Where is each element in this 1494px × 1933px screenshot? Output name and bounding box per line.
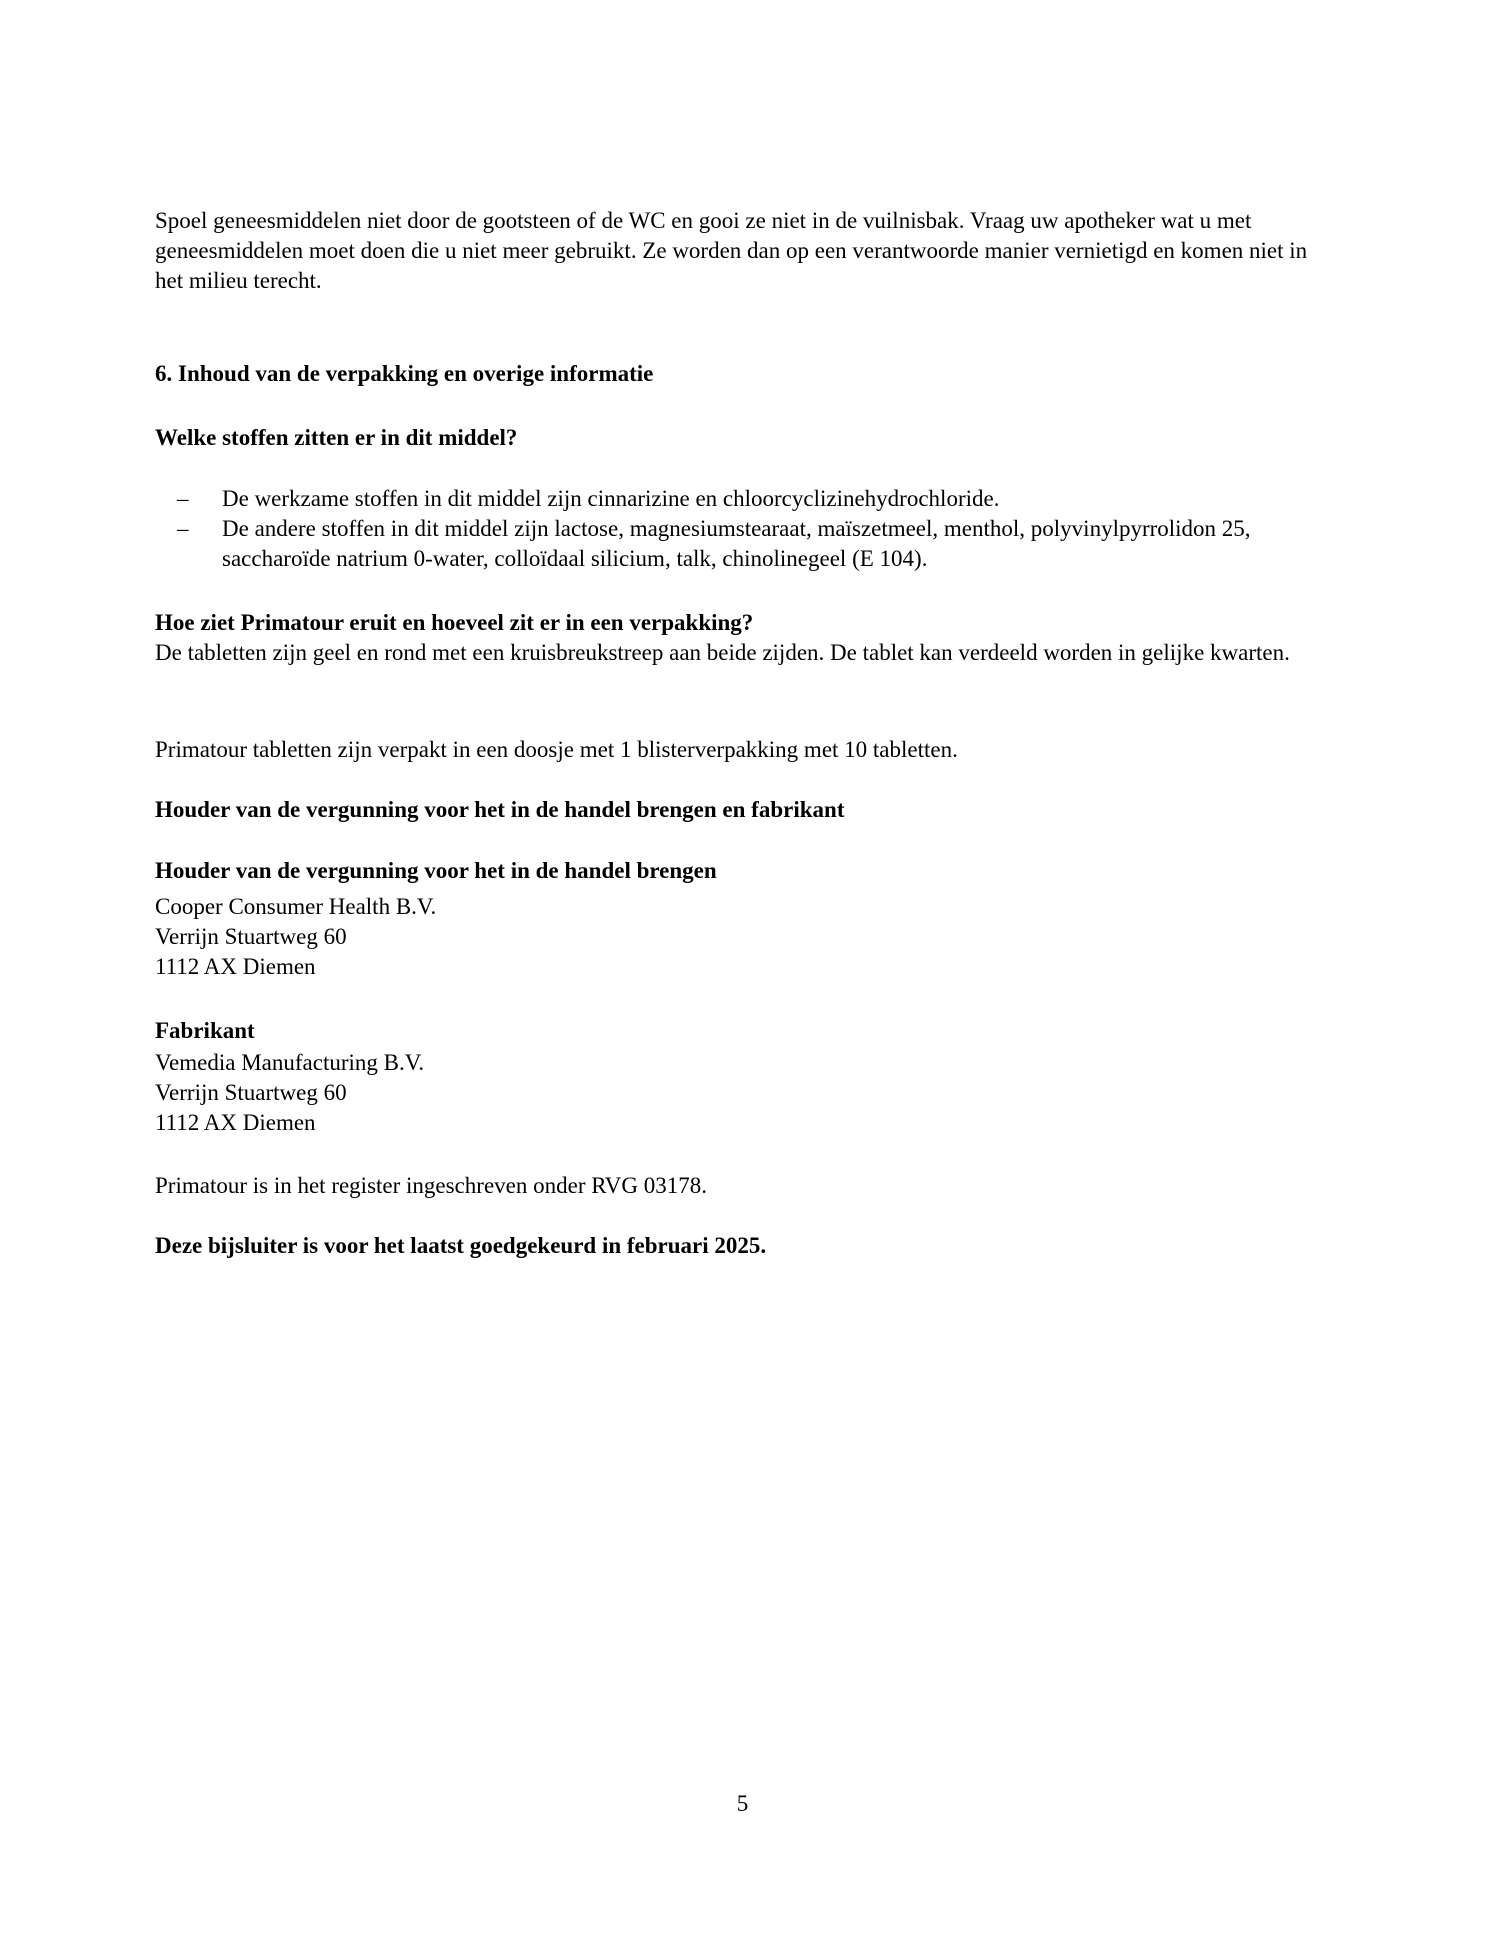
bullet-dash: – — [177, 516, 189, 541]
ingredients-list — [155, 484, 1330, 574]
address-line-city: 1112 AX Diemen — [155, 1110, 316, 1135]
address-line-company: Vemedia Manufacturing B.V. — [155, 1050, 425, 1075]
bullet-dash: – — [177, 486, 189, 511]
license-holder-address — [155, 892, 1330, 982]
paragraph-appearance: De tabletten zijn geel en rond met een kruisbreukstreep aan beide zijden. De tablet kan verdeeld worden in gelijke kwarten. — [155, 640, 1290, 665]
appearance-question-heading: Hoe ziet Primatour eruit en hoeveel zit er in een verpakking? — [155, 610, 754, 635]
ingredients-question-heading: Welke stoffen zitten er in dit middel? — [155, 425, 518, 450]
address-line-street: Verrijn Stuartweg 60 — [155, 1080, 347, 1105]
section-6-heading: 6. Inhoud van de verpakking en overige informatie — [155, 361, 654, 386]
license-holder-and-manufacturer-heading: Houder van de vergunning voor het in de handel brengen en fabrikant — [155, 797, 845, 822]
license-holder-heading: Houder van de vergunning voor het in de handel brengen — [155, 858, 717, 883]
address-line-street: Verrijn Stuartweg 60 — [155, 924, 347, 949]
ingredient-active-text: De werkzame stoffen in dit middel zijn cinnarizine en chloorcyclizinehydrochloride. — [222, 486, 1000, 511]
manufacturer-address — [155, 1048, 1330, 1138]
paragraph-disposal: Spoel geneesmiddelen niet door de gootsteen of de WC en gooi ze niet in de vuilnisbak. Vraag uw apotheker wat u met geneesmiddelen moet doen die u niet meer gebruikt. Ze worden dan op een verantwoorde manier vernietigd en komen niet in het milieu terecht. — [155, 208, 1308, 293]
list-item — [155, 514, 1330, 574]
ingredient-other-text: De andere stoffen in dit middel zijn lactose, magnesiumstearaat, maïszetmeel, menthol, polyvinylpyrrolidon 25, saccharoïde natrium 0-water, colloïdaal silicium, talk, chinolinegeel (E 104). — [222, 516, 1263, 571]
paragraph-packaging: Primatour tabletten zijn verpakt in een doosje met 1 blisterverpakking met 10 tabletten. — [155, 737, 958, 762]
address-line-city: 1112 AX Diemen — [155, 954, 316, 979]
approval-statement: Deze bijsluiter is voor het laatst goedgekeurd in februari 2025. — [155, 1233, 767, 1258]
page-number: 5 — [736, 1791, 749, 1816]
paragraph-registration: Primatour is in het register ingeschreven onder RVG 03178. — [155, 1173, 707, 1198]
manufacturer-heading: Fabrikant — [155, 1018, 255, 1043]
list-item — [155, 484, 1330, 514]
address-line-company: Cooper Consumer Health B.V. — [155, 894, 437, 919]
